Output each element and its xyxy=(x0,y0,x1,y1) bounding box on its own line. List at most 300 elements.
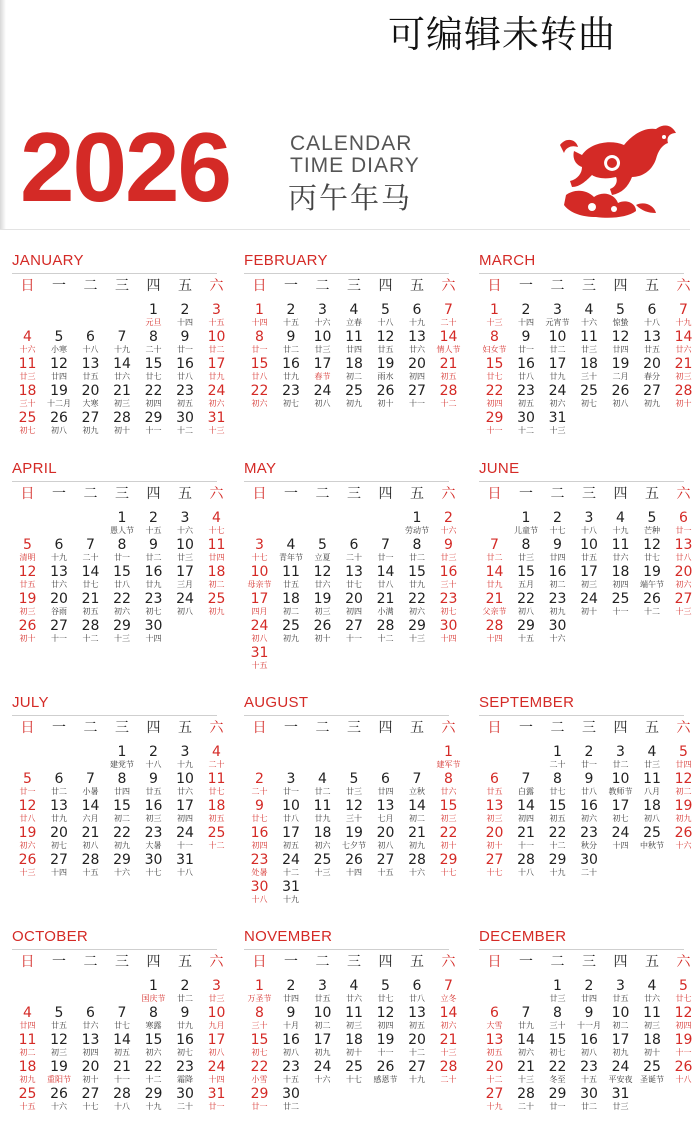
day-cell[interactable] xyxy=(201,411,232,435)
day-cell[interactable] xyxy=(370,1033,401,1057)
day-cell[interactable] xyxy=(170,1033,201,1057)
day-cell[interactable] xyxy=(75,538,106,562)
day-cell[interactable] xyxy=(44,1060,75,1084)
day-cell[interactable] xyxy=(201,745,232,769)
day-cell[interactable] xyxy=(637,979,668,1003)
day-cell[interactable] xyxy=(574,357,605,381)
day-cell[interactable] xyxy=(138,979,169,1003)
day-cell[interactable] xyxy=(542,619,573,643)
day-cell[interactable] xyxy=(370,565,401,589)
day-cell[interactable] xyxy=(433,384,464,408)
day-cell[interactable] xyxy=(276,538,307,562)
day-cell[interactable] xyxy=(307,1006,338,1030)
day-cell[interactable] xyxy=(511,1006,542,1030)
day-cell[interactable] xyxy=(75,1060,106,1084)
day-cell[interactable] xyxy=(479,853,510,877)
day-cell[interactable] xyxy=(276,979,307,1003)
day-cell[interactable] xyxy=(244,853,275,877)
day-cell[interactable] xyxy=(637,1060,668,1084)
day-cell[interactable] xyxy=(75,772,106,796)
day-cell[interactable] xyxy=(107,745,138,769)
day-cell[interactable] xyxy=(433,511,464,535)
day-cell[interactable] xyxy=(402,1033,433,1057)
day-cell[interactable] xyxy=(370,330,401,354)
day-cell[interactable] xyxy=(276,826,307,850)
day-cell[interactable] xyxy=(201,538,232,562)
day-cell[interactable] xyxy=(75,384,106,408)
day-cell[interactable] xyxy=(542,303,573,327)
day-cell[interactable] xyxy=(511,565,542,589)
day-cell[interactable] xyxy=(307,357,338,381)
day-cell[interactable] xyxy=(44,538,75,562)
day-cell[interactable] xyxy=(276,1033,307,1057)
day-cell[interactable] xyxy=(201,1060,232,1084)
day-cell[interactable] xyxy=(276,303,307,327)
day-cell[interactable] xyxy=(668,826,699,850)
day-cell[interactable] xyxy=(574,853,605,877)
day-cell[interactable] xyxy=(605,979,636,1003)
day-cell[interactable] xyxy=(339,1033,370,1057)
day-cell[interactable] xyxy=(574,1033,605,1057)
day-cell[interactable] xyxy=(574,826,605,850)
day-cell[interactable] xyxy=(170,538,201,562)
day-cell[interactable] xyxy=(44,565,75,589)
day-cell[interactable] xyxy=(574,592,605,616)
day-cell[interactable] xyxy=(170,1087,201,1111)
day-cell[interactable] xyxy=(511,357,542,381)
day-cell[interactable] xyxy=(433,565,464,589)
day-cell[interactable] xyxy=(402,853,433,877)
day-cell[interactable] xyxy=(433,826,464,850)
day-cell[interactable] xyxy=(479,772,510,796)
day-cell[interactable] xyxy=(542,538,573,562)
day-cell[interactable] xyxy=(433,799,464,823)
day-cell[interactable] xyxy=(479,619,510,643)
day-cell[interactable] xyxy=(668,357,699,381)
day-cell[interactable] xyxy=(276,384,307,408)
day-cell[interactable] xyxy=(244,1087,275,1111)
day-cell[interactable] xyxy=(339,303,370,327)
day-cell[interactable] xyxy=(244,799,275,823)
day-cell[interactable] xyxy=(107,384,138,408)
day-cell[interactable] xyxy=(605,511,636,535)
day-cell[interactable] xyxy=(12,772,43,796)
day-cell[interactable] xyxy=(107,826,138,850)
day-cell[interactable] xyxy=(370,979,401,1003)
day-cell[interactable] xyxy=(44,772,75,796)
day-cell[interactable] xyxy=(138,853,169,877)
day-cell[interactable] xyxy=(201,357,232,381)
day-cell[interactable] xyxy=(339,979,370,1003)
day-cell[interactable] xyxy=(668,511,699,535)
day-cell[interactable] xyxy=(244,357,275,381)
day-cell[interactable] xyxy=(637,592,668,616)
day-cell[interactable] xyxy=(44,357,75,381)
day-cell[interactable] xyxy=(479,330,510,354)
day-cell[interactable] xyxy=(402,303,433,327)
day-cell[interactable] xyxy=(170,826,201,850)
day-cell[interactable] xyxy=(12,592,43,616)
day-cell[interactable] xyxy=(307,799,338,823)
day-cell[interactable] xyxy=(542,1087,573,1111)
day-cell[interactable] xyxy=(542,384,573,408)
day-cell[interactable] xyxy=(542,772,573,796)
day-cell[interactable] xyxy=(307,1033,338,1057)
day-cell[interactable] xyxy=(307,330,338,354)
day-cell[interactable] xyxy=(479,384,510,408)
day-cell[interactable] xyxy=(479,592,510,616)
day-cell[interactable] xyxy=(637,799,668,823)
day-cell[interactable] xyxy=(339,619,370,643)
day-cell[interactable] xyxy=(668,1006,699,1030)
day-cell[interactable] xyxy=(307,979,338,1003)
day-cell[interactable] xyxy=(44,1087,75,1111)
day-cell[interactable] xyxy=(339,772,370,796)
day-cell[interactable] xyxy=(511,772,542,796)
day-cell[interactable] xyxy=(107,357,138,381)
day-cell[interactable] xyxy=(370,384,401,408)
day-cell[interactable] xyxy=(138,772,169,796)
day-cell[interactable] xyxy=(511,1087,542,1111)
day-cell[interactable] xyxy=(574,303,605,327)
day-cell[interactable] xyxy=(637,303,668,327)
day-cell[interactable] xyxy=(370,357,401,381)
day-cell[interactable] xyxy=(244,646,275,670)
day-cell[interactable] xyxy=(605,538,636,562)
day-cell[interactable] xyxy=(170,565,201,589)
day-cell[interactable] xyxy=(479,538,510,562)
day-cell[interactable] xyxy=(244,826,275,850)
day-cell[interactable] xyxy=(574,745,605,769)
day-cell[interactable] xyxy=(276,1006,307,1030)
day-cell[interactable] xyxy=(75,592,106,616)
day-cell[interactable] xyxy=(637,330,668,354)
day-cell[interactable] xyxy=(542,979,573,1003)
day-cell[interactable] xyxy=(170,799,201,823)
day-cell[interactable] xyxy=(107,1087,138,1111)
day-cell[interactable] xyxy=(605,357,636,381)
day-cell[interactable] xyxy=(138,826,169,850)
day-cell[interactable] xyxy=(107,565,138,589)
day-cell[interactable] xyxy=(542,1033,573,1057)
day-cell[interactable] xyxy=(433,772,464,796)
day-cell[interactable] xyxy=(75,619,106,643)
day-cell[interactable] xyxy=(479,411,510,435)
day-cell[interactable] xyxy=(605,826,636,850)
day-cell[interactable] xyxy=(307,772,338,796)
day-cell[interactable] xyxy=(605,745,636,769)
day-cell[interactable] xyxy=(138,330,169,354)
day-cell[interactable] xyxy=(511,1060,542,1084)
day-cell[interactable] xyxy=(339,799,370,823)
day-cell[interactable] xyxy=(574,538,605,562)
day-cell[interactable] xyxy=(244,1006,275,1030)
day-cell[interactable] xyxy=(605,330,636,354)
day-cell[interactable] xyxy=(75,565,106,589)
day-cell[interactable] xyxy=(138,1006,169,1030)
day-cell[interactable] xyxy=(12,853,43,877)
day-cell[interactable] xyxy=(402,826,433,850)
day-cell[interactable] xyxy=(542,745,573,769)
day-cell[interactable] xyxy=(170,772,201,796)
day-cell[interactable] xyxy=(402,1006,433,1030)
day-cell[interactable] xyxy=(170,979,201,1003)
day-cell[interactable] xyxy=(44,826,75,850)
day-cell[interactable] xyxy=(170,303,201,327)
day-cell[interactable] xyxy=(433,1006,464,1030)
day-cell[interactable] xyxy=(511,384,542,408)
day-cell[interactable] xyxy=(170,330,201,354)
day-cell[interactable] xyxy=(511,853,542,877)
day-cell[interactable] xyxy=(511,592,542,616)
day-cell[interactable] xyxy=(12,411,43,435)
day-cell[interactable] xyxy=(107,411,138,435)
day-cell[interactable] xyxy=(201,979,232,1003)
day-cell[interactable] xyxy=(75,1006,106,1030)
day-cell[interactable] xyxy=(138,303,169,327)
day-cell[interactable] xyxy=(107,853,138,877)
day-cell[interactable] xyxy=(170,511,201,535)
day-cell[interactable] xyxy=(668,565,699,589)
day-cell[interactable] xyxy=(542,1006,573,1030)
day-cell[interactable] xyxy=(370,619,401,643)
day-cell[interactable] xyxy=(244,592,275,616)
day-cell[interactable] xyxy=(668,979,699,1003)
day-cell[interactable] xyxy=(276,592,307,616)
day-cell[interactable] xyxy=(402,565,433,589)
day-cell[interactable] xyxy=(107,1033,138,1057)
day-cell[interactable] xyxy=(138,1060,169,1084)
day-cell[interactable] xyxy=(307,565,338,589)
day-cell[interactable] xyxy=(370,772,401,796)
day-cell[interactable] xyxy=(402,538,433,562)
day-cell[interactable] xyxy=(433,592,464,616)
day-cell[interactable] xyxy=(307,826,338,850)
day-cell[interactable] xyxy=(637,511,668,535)
day-cell[interactable] xyxy=(201,826,232,850)
day-cell[interactable] xyxy=(370,799,401,823)
day-cell[interactable] xyxy=(12,357,43,381)
day-cell[interactable] xyxy=(542,799,573,823)
day-cell[interactable] xyxy=(244,538,275,562)
day-cell[interactable] xyxy=(574,511,605,535)
day-cell[interactable] xyxy=(605,1060,636,1084)
day-cell[interactable] xyxy=(44,799,75,823)
day-cell[interactable] xyxy=(605,1006,636,1030)
day-cell[interactable] xyxy=(574,799,605,823)
day-cell[interactable] xyxy=(201,799,232,823)
day-cell[interactable] xyxy=(107,1006,138,1030)
day-cell[interactable] xyxy=(339,592,370,616)
day-cell[interactable] xyxy=(433,1033,464,1057)
day-cell[interactable] xyxy=(107,799,138,823)
day-cell[interactable] xyxy=(307,853,338,877)
day-cell[interactable] xyxy=(107,538,138,562)
day-cell[interactable] xyxy=(433,538,464,562)
day-cell[interactable] xyxy=(244,979,275,1003)
day-cell[interactable] xyxy=(244,772,275,796)
day-cell[interactable] xyxy=(138,619,169,643)
day-cell[interactable] xyxy=(370,826,401,850)
day-cell[interactable] xyxy=(479,1006,510,1030)
day-cell[interactable] xyxy=(75,330,106,354)
day-cell[interactable] xyxy=(479,357,510,381)
day-cell[interactable] xyxy=(668,745,699,769)
day-cell[interactable] xyxy=(668,538,699,562)
day-cell[interactable] xyxy=(44,853,75,877)
day-cell[interactable] xyxy=(44,619,75,643)
day-cell[interactable] xyxy=(402,979,433,1003)
day-cell[interactable] xyxy=(75,799,106,823)
day-cell[interactable] xyxy=(170,853,201,877)
day-cell[interactable] xyxy=(637,538,668,562)
day-cell[interactable] xyxy=(244,619,275,643)
day-cell[interactable] xyxy=(138,357,169,381)
day-cell[interactable] xyxy=(605,303,636,327)
day-cell[interactable] xyxy=(170,745,201,769)
day-cell[interactable] xyxy=(574,384,605,408)
day-cell[interactable] xyxy=(107,511,138,535)
day-cell[interactable] xyxy=(668,1060,699,1084)
day-cell[interactable] xyxy=(370,538,401,562)
day-cell[interactable] xyxy=(107,619,138,643)
day-cell[interactable] xyxy=(44,330,75,354)
day-cell[interactable] xyxy=(138,1033,169,1057)
day-cell[interactable] xyxy=(201,303,232,327)
day-cell[interactable] xyxy=(138,384,169,408)
day-cell[interactable] xyxy=(433,1060,464,1084)
day-cell[interactable] xyxy=(44,1033,75,1057)
day-cell[interactable] xyxy=(402,357,433,381)
day-cell[interactable] xyxy=(138,799,169,823)
day-cell[interactable] xyxy=(75,1087,106,1111)
day-cell[interactable] xyxy=(574,1087,605,1111)
day-cell[interactable] xyxy=(276,853,307,877)
day-cell[interactable] xyxy=(276,799,307,823)
day-cell[interactable] xyxy=(479,1087,510,1111)
day-cell[interactable] xyxy=(542,411,573,435)
day-cell[interactable] xyxy=(479,565,510,589)
day-cell[interactable] xyxy=(44,384,75,408)
day-cell[interactable] xyxy=(370,1060,401,1084)
day-cell[interactable] xyxy=(511,538,542,562)
day-cell[interactable] xyxy=(138,1087,169,1111)
day-cell[interactable] xyxy=(44,411,75,435)
day-cell[interactable] xyxy=(542,511,573,535)
day-cell[interactable] xyxy=(138,411,169,435)
day-cell[interactable] xyxy=(402,1060,433,1084)
day-cell[interactable] xyxy=(307,303,338,327)
day-cell[interactable] xyxy=(637,745,668,769)
day-cell[interactable] xyxy=(433,330,464,354)
day-cell[interactable] xyxy=(574,979,605,1003)
day-cell[interactable] xyxy=(307,592,338,616)
day-cell[interactable] xyxy=(339,357,370,381)
day-cell[interactable] xyxy=(511,330,542,354)
day-cell[interactable] xyxy=(244,303,275,327)
day-cell[interactable] xyxy=(107,330,138,354)
day-cell[interactable] xyxy=(307,384,338,408)
day-cell[interactable] xyxy=(668,592,699,616)
day-cell[interactable] xyxy=(433,979,464,1003)
day-cell[interactable] xyxy=(244,330,275,354)
day-cell[interactable] xyxy=(201,1033,232,1057)
day-cell[interactable] xyxy=(339,1060,370,1084)
day-cell[interactable] xyxy=(339,565,370,589)
day-cell[interactable] xyxy=(201,384,232,408)
day-cell[interactable] xyxy=(574,1060,605,1084)
day-cell[interactable] xyxy=(75,357,106,381)
day-cell[interactable] xyxy=(138,565,169,589)
day-cell[interactable] xyxy=(542,853,573,877)
day-cell[interactable] xyxy=(605,1033,636,1057)
day-cell[interactable] xyxy=(12,384,43,408)
day-cell[interactable] xyxy=(307,619,338,643)
day-cell[interactable] xyxy=(370,1006,401,1030)
day-cell[interactable] xyxy=(574,565,605,589)
day-cell[interactable] xyxy=(402,772,433,796)
day-cell[interactable] xyxy=(479,303,510,327)
day-cell[interactable] xyxy=(433,853,464,877)
day-cell[interactable] xyxy=(12,330,43,354)
day-cell[interactable] xyxy=(511,303,542,327)
day-cell[interactable] xyxy=(370,592,401,616)
day-cell[interactable] xyxy=(433,357,464,381)
day-cell[interactable] xyxy=(479,1060,510,1084)
day-cell[interactable] xyxy=(668,303,699,327)
day-cell[interactable] xyxy=(668,1033,699,1057)
day-cell[interactable] xyxy=(12,799,43,823)
day-cell[interactable] xyxy=(170,411,201,435)
day-cell[interactable] xyxy=(339,538,370,562)
day-cell[interactable] xyxy=(201,592,232,616)
day-cell[interactable] xyxy=(201,511,232,535)
day-cell[interactable] xyxy=(402,592,433,616)
day-cell[interactable] xyxy=(574,330,605,354)
day-cell[interactable] xyxy=(433,619,464,643)
day-cell[interactable] xyxy=(605,799,636,823)
day-cell[interactable] xyxy=(138,592,169,616)
day-cell[interactable] xyxy=(511,1033,542,1057)
day-cell[interactable] xyxy=(433,745,464,769)
day-cell[interactable] xyxy=(170,592,201,616)
day-cell[interactable] xyxy=(511,411,542,435)
day-cell[interactable] xyxy=(479,1033,510,1057)
day-cell[interactable] xyxy=(75,826,106,850)
day-cell[interactable] xyxy=(402,330,433,354)
day-cell[interactable] xyxy=(107,592,138,616)
day-cell[interactable] xyxy=(605,1087,636,1111)
day-cell[interactable] xyxy=(637,565,668,589)
day-cell[interactable] xyxy=(637,357,668,381)
day-cell[interactable] xyxy=(276,772,307,796)
day-cell[interactable] xyxy=(637,772,668,796)
day-cell[interactable] xyxy=(542,826,573,850)
day-cell[interactable] xyxy=(511,826,542,850)
day-cell[interactable] xyxy=(668,384,699,408)
day-cell[interactable] xyxy=(307,1060,338,1084)
day-cell[interactable] xyxy=(511,619,542,643)
day-cell[interactable] xyxy=(479,826,510,850)
day-cell[interactable] xyxy=(12,1033,43,1057)
day-cell[interactable] xyxy=(637,1033,668,1057)
day-cell[interactable] xyxy=(138,538,169,562)
day-cell[interactable] xyxy=(605,565,636,589)
day-cell[interactable] xyxy=(12,1087,43,1111)
day-cell[interactable] xyxy=(170,1006,201,1030)
day-cell[interactable] xyxy=(201,1087,232,1111)
day-cell[interactable] xyxy=(479,799,510,823)
